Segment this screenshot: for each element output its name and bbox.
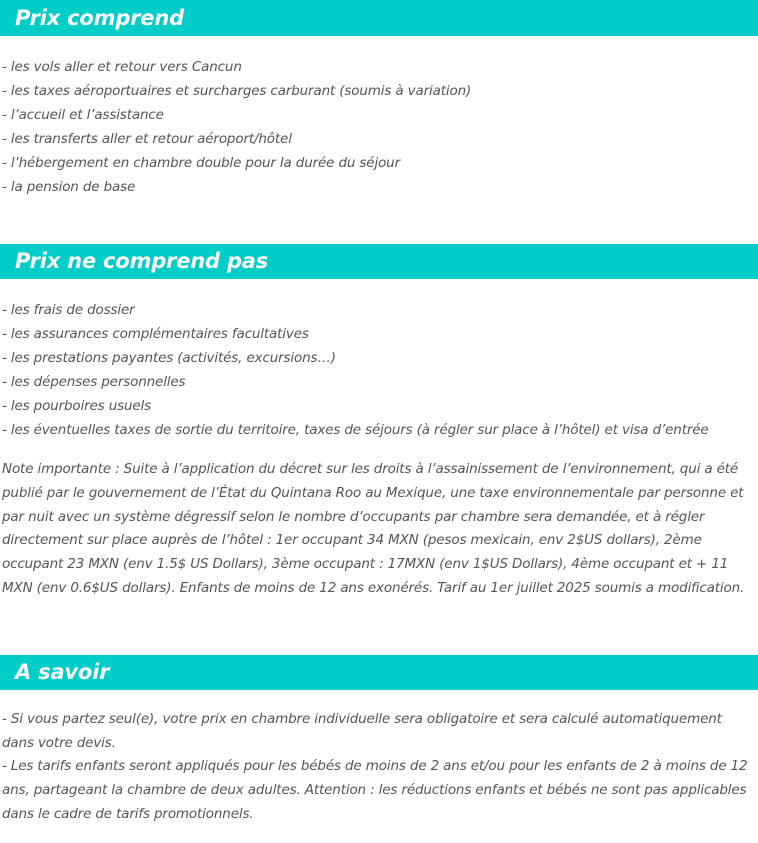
list-item: - les assurances complémentaires facultatives	[2, 326, 309, 342]
list-item: - les pourboires usuels	[2, 398, 152, 414]
section-header-a-savoir	[0, 655, 758, 690]
list-item: - les vols aller et retour vers Cancun	[2, 59, 242, 75]
list-item: - l’accueil et l’assistance	[2, 107, 164, 123]
section-body-prix-comprend	[0, 55, 758, 199]
section-title-prix-comprend: Prix comprend	[15, 5, 184, 30]
spacer	[0, 690, 758, 708]
section-body-a-savoir	[0, 708, 758, 827]
spacer	[0, 601, 758, 655]
list-item: - les taxes aéroportuaires et surcharges carburant (soumis à variation)	[2, 83, 472, 99]
list-item: - les frais de dossier	[2, 302, 135, 318]
important-note-paragraph: Note importante : Suite à l’application du décret sur les droits à l’assainissement de l’environnement, qui a été publié par le gouvernement de l’État du Quintana Roo au Mexique, une taxe environnementale par personne et par nuit avec un système dégressif selon le nombre d’occupants par chambre sera demandée, et à régler directement sur place auprès de l’hôtel : 1er occupant 34 MXN (pesos mexicain, env 2$US dollars), 2ème occupant 23 MXN (env 1.5$ US Dollars), 3ème occupant : 17MXN (env 1$US Dollars), 4ème occupant et + 11 MXN (env 0.6$US dollars). Enfants de moins de 12 ans exonérés. Tarif au 1er juillet 2025 soumis a modification.	[2, 461, 745, 596]
section-title-prix-ne-comprend-pas: Prix ne comprend pas	[15, 249, 269, 273]
spacer	[2, 442, 754, 458]
list-item: - les éventuelles taxes de sortie du territoire, taxes de séjours (à régler sur place à l’hôtel) et visa d’entrée	[2, 422, 709, 438]
list-item: - les dépenses personnelles	[2, 374, 186, 390]
spacer	[0, 199, 758, 244]
a-savoir-paragraph: - Si vous partez seul(e), votre prix en chambre individuelle sera obligatoire et sera calculé automatiquement dans votre devis.	[2, 710, 722, 751]
section-title-a-savoir: A savoir	[15, 659, 110, 684]
section-header-prix-comprend	[0, 0, 758, 36]
list-item: - les prestations payantes (activités, excursions…)	[2, 350, 336, 366]
spacer	[0, 279, 758, 298]
spacer	[0, 36, 758, 55]
list-item: - l’hébergement en chambre double pour la durée du séjour	[2, 155, 400, 171]
list-item: - les transferts aller et retour aéroport/hôtel	[2, 131, 292, 147]
list-item: - la pension de base	[2, 179, 136, 195]
section-body-prix-ne-comprend-pas	[0, 298, 758, 601]
section-header-prix-ne-comprend-pas	[0, 244, 758, 279]
a-savoir-paragraph: - Les tarifs enfants seront appliqués pour les bébés de moins de 2 ans et/ou pour les enfants de 2 à moins de 12 ans, partageant la chambre de deux adultes. Attention : les réductions enfants et bébés ne sont pas applicables dans le cadre de tarifs promotionnels.	[2, 758, 748, 822]
